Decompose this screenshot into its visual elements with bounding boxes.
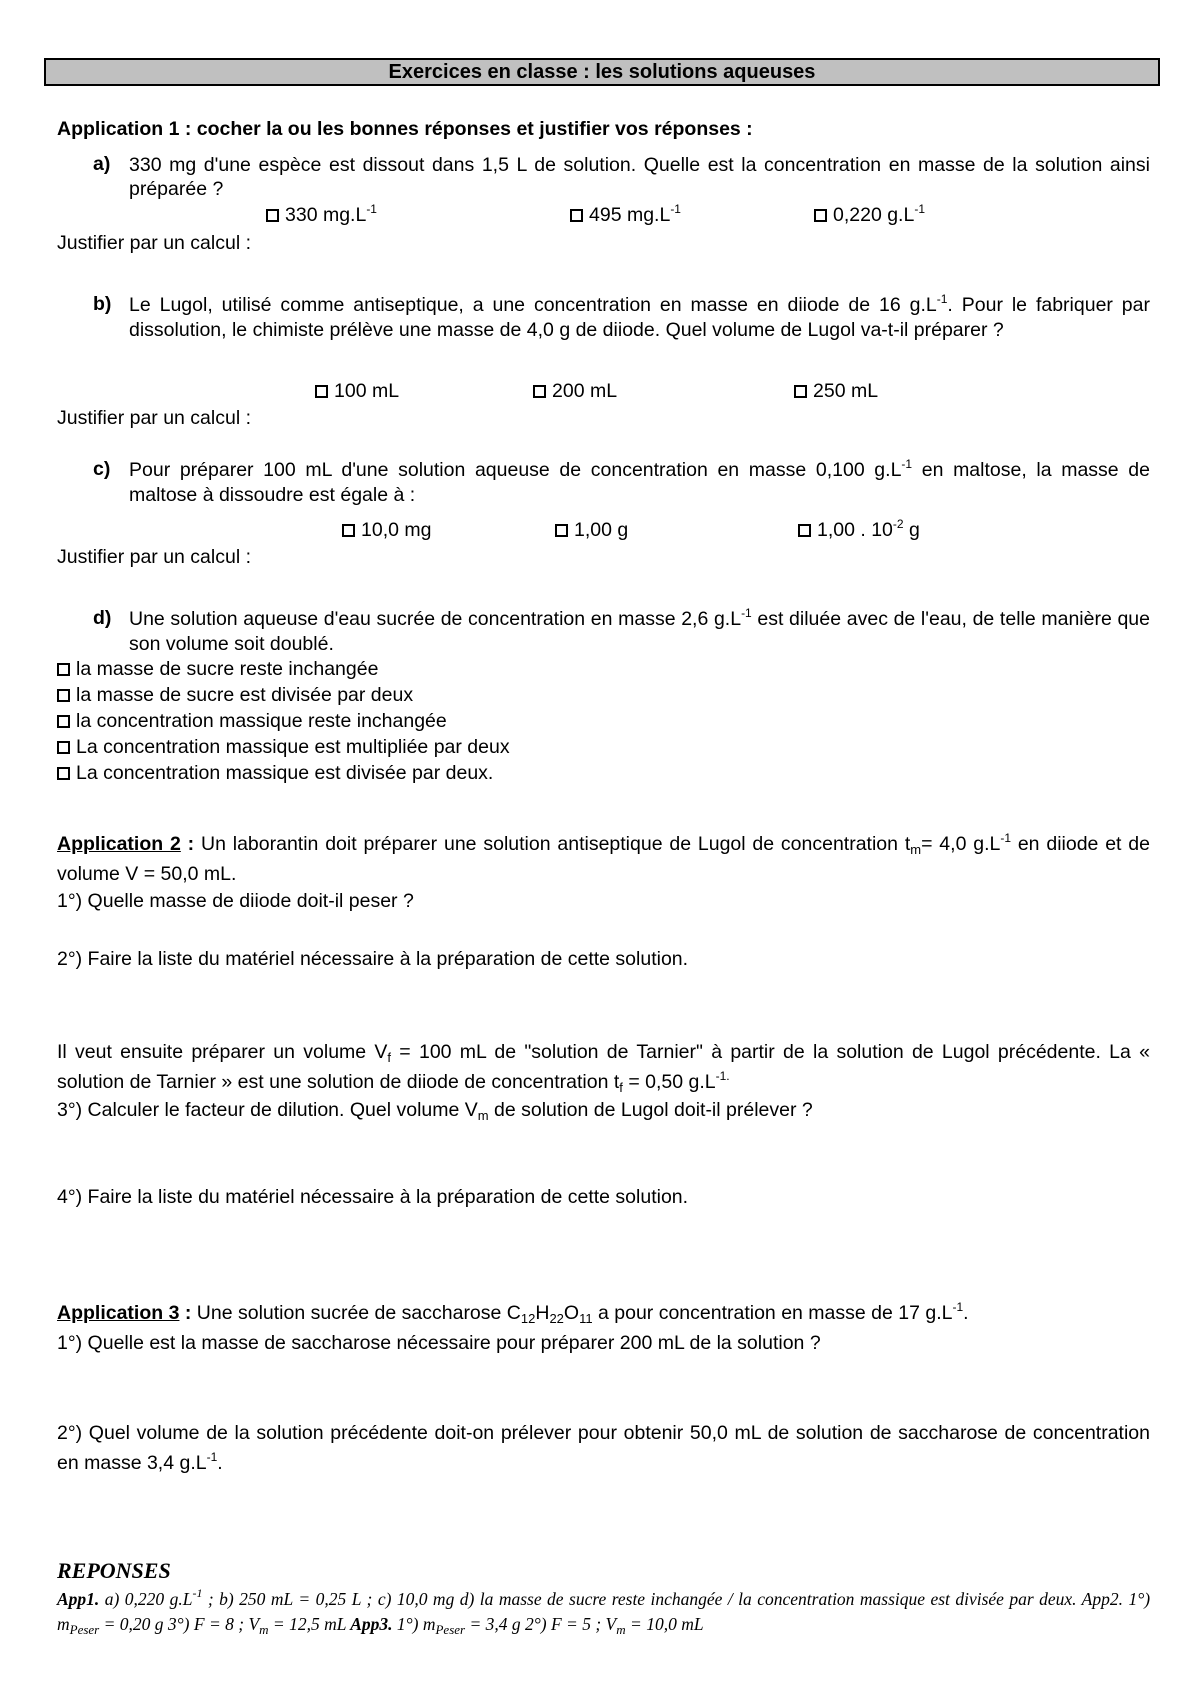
- app2-question-1: 1°) Quelle masse de diiode doit-il peser ?: [57, 890, 414, 912]
- checkbox-icon[interactable]: [57, 715, 70, 728]
- checkbox-icon[interactable]: [266, 209, 279, 222]
- checkbox-icon[interactable]: [57, 663, 70, 676]
- question-a-option-3[interactable]: 0,220 $g.L^{-1}$: [814, 204, 925, 227]
- question-d-option-1[interactable]: la masse de sucre reste inchangée: [57, 658, 378, 681]
- checkbox-icon[interactable]: [57, 741, 70, 754]
- checkbox-icon[interactable]: [533, 385, 546, 398]
- app2-question-3: 3°) Calculer le facteur de dilution. Quel volume $V_m$ de solution de Lugol doit-il prélever ?: [57, 1099, 813, 1123]
- question-d-option-4[interactable]: La concentration massique est multipliée par deux: [57, 736, 510, 759]
- question-c-option-1[interactable]: 10,0 mg: [342, 519, 431, 542]
- question-d-option-2[interactable]: la masse de sucre est divisée par deux: [57, 684, 413, 707]
- question-a-text: 330 mg d'une espèce est dissout dans 1,5 L de solution. Quelle est la concentration en masse de la solution ainsi préparée ?: [129, 154, 1150, 200]
- question-d-label: d): [93, 607, 112, 629]
- app3-question-1: 1°) Quelle est la masse de saccharose nécessaire pour préparer 200 mL de la solution ?: [57, 1332, 821, 1354]
- app3-title: Application 3: [57, 1302, 180, 1324]
- app2-paragraph: Il veut ensuite préparer un volume $V_f = 100$ mL de "solution de Tarnier" à partir de la solution de Lugol précédente. La « solution de Tarnier » est une solution de diiode de concentration $t_f = 0,50$ $g.L^{-1.}$: [57, 1041, 1150, 1095]
- question-b-label: b): [93, 293, 112, 315]
- checkbox-icon[interactable]: [794, 385, 807, 398]
- app3-intro: Application 3 : Une solution sucrée de saccharose $C_{12}H_{22}O_{11}$ a pour concentration en masse de 17 $g.L^{-1}$.: [57, 1300, 969, 1326]
- checkbox-icon[interactable]: [814, 209, 827, 222]
- answers-title: REPONSES: [57, 1558, 171, 1583]
- page-title: Exercices en classe : les solutions aqueuses: [44, 58, 1160, 86]
- question-b-text: Le Lugol, utilisé comme antiseptique, a une concentration en masse en diiode de 16 $g.L^{-1}$. Pour le fabriquer par dissolution, le chimiste prélève une masse de 4,0 g de diiode. Quel volume de Lugol va-t-il préparer ?: [129, 292, 1150, 341]
- question-b-option-3[interactable]: 250 mL: [794, 380, 878, 403]
- question-c-option-2[interactable]: 1,00 g: [555, 519, 628, 542]
- question-a-option-1[interactable]: 330 $mg.L^{-1}$: [266, 204, 377, 227]
- question-a-option-2[interactable]: 495 $mg.L^{-1}$: [570, 204, 681, 227]
- app3-question-2: 2°) Quel volume de la solution précédente doit-on prélever pour obtenir 50,0 mL de solution de saccharose de concentration en masse 3,4 $g.L^{-1}$.: [57, 1422, 1150, 1474]
- checkbox-icon[interactable]: [57, 767, 70, 780]
- question-b-option-2[interactable]: 200 mL: [533, 380, 617, 403]
- app2-title: Application 2: [57, 833, 181, 855]
- question-c-option-3[interactable]: 1,00 . $10^{-2}$ g: [798, 519, 920, 542]
- question-d-option-3[interactable]: la concentration massique reste inchangée: [57, 710, 447, 733]
- justify-label-a: Justifier par un calcul :: [57, 232, 252, 254]
- checkbox-icon[interactable]: [570, 209, 583, 222]
- checkbox-icon[interactable]: [798, 524, 811, 537]
- question-b-option-1[interactable]: 100 mL: [315, 380, 399, 403]
- question-a-label: a): [93, 153, 111, 175]
- checkbox-icon[interactable]: [315, 385, 328, 398]
- justify-label-c: Justifier par un calcul :: [57, 546, 252, 568]
- checkbox-icon[interactable]: [555, 524, 568, 537]
- question-c-text: Pour préparer 100 mL d'une solution aqueuse de concentration en masse 0,100 $g.L^{-1}$ en maltose, la masse de maltose à dissoudre est égale à :: [129, 457, 1150, 506]
- question-d-option-5[interactable]: La concentration massique est divisée par deux.: [57, 762, 493, 785]
- app1-instruction: Application 1 : cocher la ou les bonnes réponses et justifier vos réponses :: [57, 118, 753, 140]
- answers-text: App1. a) 0,220 $g.L^{-1}$ ; b) 250 mL = 0,25 L ; c) 10,0 mg d) la masse de sucre reste inchangée / la concentration massique est divisée par deux. App2. 1°) $m_{Peser} = 0,20$ g 3°) F = 8 ; $V_m = 12,5$ mL App3. 1°) $m_{Peser} = 3,4$ g 2°) F = 5 ; $V_m = 10,0$ mL: [57, 1586, 1151, 1637]
- question-d-text: Une solution aqueuse d'eau sucrée de concentration en masse 2,6 $g.L^{-1}$ est diluée avec de l'eau, de telle manière que son volume soit doublé.: [129, 606, 1150, 655]
- justify-label-b: Justifier par un calcul :: [57, 407, 252, 429]
- app2-intro: Application 2 : Un laborantin doit préparer une solution antiseptique de Lugol de concentration $t_m= 4,0$ $g.L^{-1}$ en diiode et de volume V = 50,0 mL.: [57, 831, 1150, 885]
- checkbox-icon[interactable]: [342, 524, 355, 537]
- question-c-label: c): [93, 458, 111, 480]
- checkbox-icon[interactable]: [57, 689, 70, 702]
- app2-question-4: 4°) Faire la liste du matériel nécessaire à la préparation de cette solution.: [57, 1186, 689, 1208]
- app2-question-2: 2°) Faire la liste du matériel nécessaire à la préparation de cette solution.: [57, 948, 689, 970]
